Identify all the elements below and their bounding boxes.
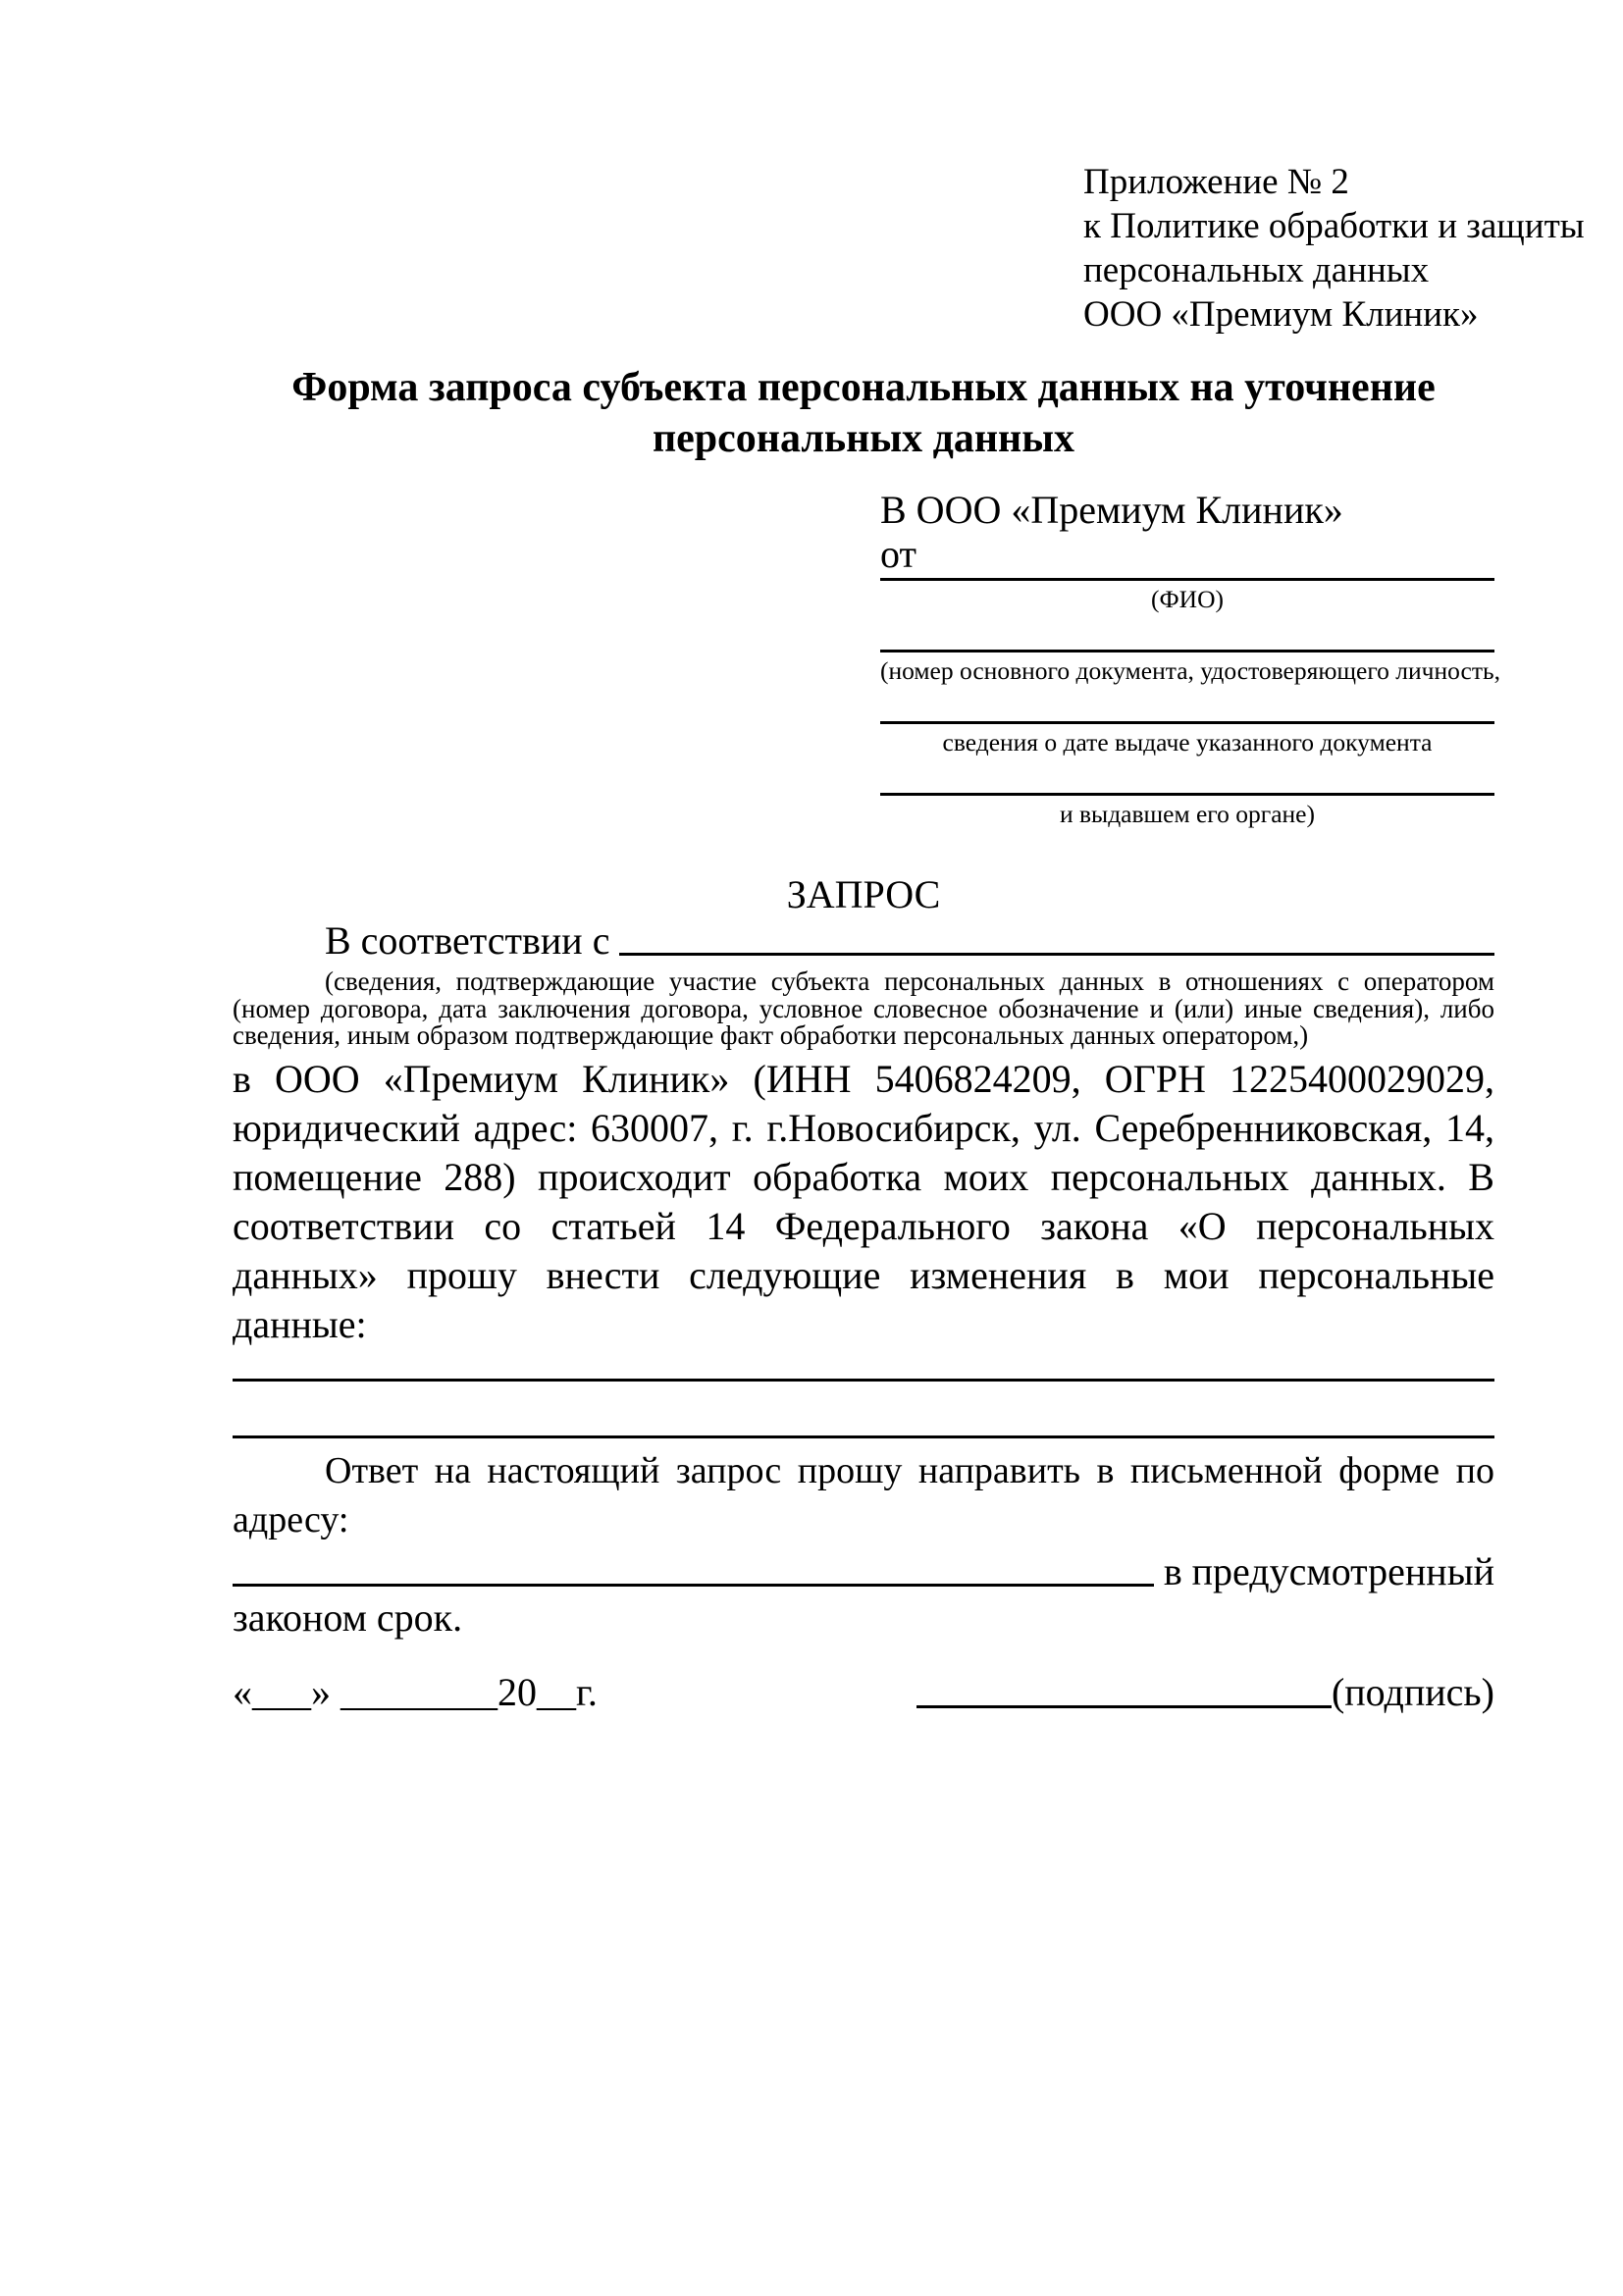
response-address-line xyxy=(233,1544,1494,1593)
request-heading: ЗАПРОС xyxy=(786,872,941,916)
changes-fill-line-1 xyxy=(233,1357,1494,1382)
page-content xyxy=(0,160,1623,1717)
fio-caption: (ФИО) xyxy=(1151,585,1224,613)
annex-header xyxy=(1083,160,1585,337)
fio-fill-line xyxy=(880,576,1494,581)
response-request-line: Ответ на настоящий запрос прошу направить в письменной форме по адресу: xyxy=(233,1449,1494,1540)
annex-line-number: Приложение № 2 xyxy=(1083,162,1349,202)
recipient-to: В ООО «Премиум Клиник» xyxy=(880,488,1343,532)
basis-fill-line xyxy=(619,953,1494,956)
recipient-from-label: от xyxy=(880,532,916,576)
annex-line-policy: к Политике обработки и защиты xyxy=(1083,206,1585,246)
issuer-fill-line xyxy=(880,757,1494,796)
response-tail-word-1: в xyxy=(1163,1548,1182,1593)
signature-fill-line xyxy=(916,1705,1332,1708)
page-title: Форма запроса субъекта персональных данных на уточнение персональных данных xyxy=(291,365,1436,461)
issuer-caption: и выдавшем его органе) xyxy=(1060,800,1315,828)
footer-row xyxy=(233,1668,1494,1717)
body-paragraph: в ООО «Премиум Клиник» (ИНН 5406824209, ОГРН 1225400029029, юридический адрес: 630007, г. г.Новосибирск, ул. Серебренниковская, 14, помещение 288) происходит обработка моих персональных данных. В соответствии со статьей 14 Федерального закона «О персональных данных» прошу внести следующие изменения в мои персональные данные: xyxy=(233,1056,1494,1346)
signature-group xyxy=(916,1668,1494,1717)
doc-number-fill-line xyxy=(880,614,1494,652)
intro-prefix: В соответствии с xyxy=(325,918,610,963)
annex-line-policy-cont: персональных данных xyxy=(1083,250,1430,290)
date-fill-text: «___» ________20__г. xyxy=(233,1669,598,1714)
issue-date-fill-line xyxy=(880,686,1494,724)
issue-date-caption: сведения о дате выдаче указанного документа xyxy=(942,728,1433,757)
response-tail-word-2: предусмотренный xyxy=(1191,1548,1494,1593)
doc-number-caption: (номер основного документа, удостоверяющего личность, xyxy=(880,656,1500,685)
annex-line-company: ООО «Премиум Клиник» xyxy=(1083,294,1479,335)
recipient-block xyxy=(880,488,1500,829)
intro-line xyxy=(233,917,1494,963)
response-closing: законом срок. xyxy=(233,1594,463,1640)
changes-fill-line-2 xyxy=(233,1382,1494,1438)
address-fill-line xyxy=(233,1584,1154,1587)
signature-caption: (подпись) xyxy=(1331,1669,1494,1714)
legal-caption: (сведения, подтверждающие участие субъекта персональных данных в отношениях с оператором (номер договора, дата заключения договора, условное словесное обозначение и (или) иные сведения), либо сведения, иным образом подтверждающие факт обработки персональных данных оператором,) xyxy=(233,966,1494,1050)
